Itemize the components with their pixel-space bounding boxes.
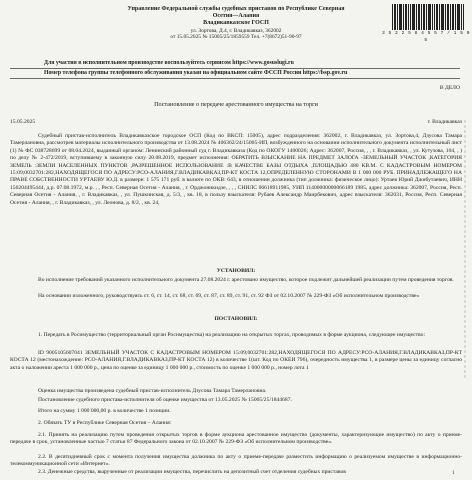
- header-line-1: Управление Федеральной службы судебных приставов по Республике Северная: [127, 6, 345, 12]
- header-phones: от 15.05.2025 № 15005/25/1859559 Тел. +7(8672)51-90-97: [170, 34, 302, 40]
- barcode-number: 3 5 2 2 5 8 4 5 5 7 / 1 5 0 5: [382, 31, 470, 44]
- paragraph-2-2: 2.2. В десятидневный срок с момента получения имущества должника по акту о приеме-передаче разместить информацию о реализуемом имуществе в информационно-телекоммуникационной сети «Интернет».: [10, 454, 462, 468]
- barcode-icon: [392, 4, 464, 30]
- recipient: В ДЕЛО: [439, 85, 460, 91]
- document-date: 15.05.2025: [10, 119, 36, 125]
- paragraph-2-3: 2.3. Денежные средства, вырученные от реализации имущества, перечислить на депозитный счет отделения судебных приставов: [38, 469, 346, 475]
- paragraph-valuation: Оценка имущества произведена судебный пристав-исполнитель Дзусова Тамара Тамерлановна.: [38, 388, 267, 394]
- paragraph-preamble: Судебный пристав-исполнитель Владикавказское городское ОСП (Код по ВКСП: 15005), адрес подразделения: 362002, г. Владикавказ, ул. Зортова,4, Дзусова Тамара Тамерлановна, рассмотрев материалы исполнительного производства от 13.08.2024 № 406362/24/15005-ИП, возбужденного на основании исполнительного документа исполнительный лист (1) № ФС 038728699 от 08.04.2024, выданный органом: Ленинский районный суд г. Владикавказа (Код по ОКОГУ 1400026; Адрес: 362007, Россия, , , г. Владикавказ, , ул. Кутузова, 104, , ) по делу № 2-472/2019, вступившему в законную силу 20.08.2019, предмет исполнения: ОБРАТИТЬ ВЗЫСКАНИЕ НА ПРЕДМЕТ ЗАЛОГА -ЗЕМЕЛЬНЫЙ УЧАСТОК ,КАТЕГОРИЯ ЗЕМЕЛЬ :ЗЕМЛИ НАСЕЛЕННЫХ ПУНКТОВ ,РАЗРЕШЕННОЕ ИСПОЛЬЗОВАНИЕ :В КАЧЕСТВЕ БАЗЫ ОТДЫХА ,ПЛОЩАДЬЮ 480 КВ.М. С КАДАСТРОВЫМ НОМЕРОМ 15:09;0032701:282,НАХОДЯЩЕГОСЯ ПО АДРЕСУ:РСО-АЛАНИЯ,Г.ВЛАДИКАВКАЗ,ПР-КТ КОСТА 12,ОПРЕДЕЛЕННУЮ СТОРОНАМИ В 1 000 000 РУБ. ПРИНАДЛЕЖАЩЕГО НА ПРАВЕ СОБСТВЕННОСТИ УРТАЕВУ Ю.Д. в размере: 1 575 171 руб. в валюте по ОКВ: 643, в отношении должника (тип должника: физическое лицо): Уртаев Юрий Джибутаевич, ИНН 150204495444, д.р. 07.08.1972, м.р. , , Респ. Северная Осетия - Алания, , г. Орджоникидзе, , , , СНИЛС 06618911985, УИП 11400000000066189 1985, адрес должника: 362007, Россия, Респ. Северная Осетия - Алания, , г. Владикавказ, , ул. Пушкинская, д. 5/3, , кв. 18, в пользу взыскателя: Рубаев Александр Маирбекович, адрес взыскателя: 362031, Россия, Респ. Северная Осетия - Алания, , г. Владикавказ, , ул. Леонова, д. 8/2, , кв. 24,: [10, 133, 462, 206]
- header-line-2: Осетия—Алания: [212, 13, 260, 19]
- paragraph-valuation-resolution: Постановление судебного пристава-исполнителя об оценке имущества от 13.05.2025 № 15005/25/1844687.: [38, 397, 292, 403]
- paragraph-total: Итого на сумму 1 000 000,00 р. в количестве 1 позиции.: [38, 408, 171, 414]
- document-city: г. Владикавказ: [427, 119, 462, 125]
- heading-established: УСТАНОВИЛ:: [216, 268, 256, 274]
- margin-stamp-icon: [460, 120, 470, 380]
- header-divider-1: [10, 68, 460, 69]
- paragraph-property: ID 9005105607041 ЗЕМЕЛЬНЫЙ УЧАСТОК С КАДАСТРОВЫМ НОМЕРОМ 15:09;0032701:282,НАХОДЯЩЕГОСЯ ПО АДРЕСУ:РСО-АЛАНИЯ,Г.ВЛАДИКАВКАЗ,ПР-КТ КОСТА 12 (местонахождение: РСО-АЛАНИЯ,Г.ВЛАДИКАВКАЗ,ПР-КТ КОСТА 12) в количестве 1(шт. Код по ОКЕИ 796), очередность имущества 1, в размере цены за единицу согласно акта о наложении ареста 1 000 000 р., цена по оценке за единицу 1 000 000 р., стоимость по оценке 1 000 000 р., номер лота 1: [10, 350, 462, 371]
- page-number: 1: [452, 471, 455, 476]
- paragraph-2-1: 2.1. Принять на реализацию путем проведения открытых торгов в форме аукциона арестованное имущество (документы, характеризующие имущество) по акту о приеме-передаче в срок, установленные частью 7 статьи 87 Федерального закона от 02.10.2007 № 229-ФЗ «Об исполнительном производстве».: [10, 432, 462, 446]
- paragraph-grounds: На основании изложенного, руководствуясь ст. 6, ст. 14, ст. 68, ст. 69, ст. 87, ст. 89, ст. 91, ст. 92 ФЗ от 02.10.2007 № 229-ФЗ «Об исполнительном производстве»: [38, 293, 420, 299]
- paragraph-transfer: 1. Передать в Росимущество (территориальный орган Росимущества) на реализацию на открытых торгах, проводимых в форме аукциона, следующее имущество:: [38, 332, 426, 338]
- paragraph-arrest: Во исполнение требований указанного исполнительного документа 27.08.2024 г. арестовано имущество, которое подлежит дальнейшей реализации путем проведения торгов.: [38, 277, 454, 283]
- header-line-3: Владикавказское ГОСП: [203, 20, 269, 26]
- notice-phone-group: Номер телефона группы телефонного обслуживания указан на официальном сайте ФССП России https://fssp.gov.ru: [44, 70, 348, 76]
- header-divider-2: [10, 78, 460, 79]
- heading-resolved: ПОСТАНОВИЛ:: [214, 316, 258, 322]
- document-title: Постановление о передаче арестованного имущества на торги: [154, 101, 318, 108]
- notice-online-service: Для участия в исполнительном производстве воспользуйтесь сервисом https://www.gosuslugi.ru: [44, 60, 294, 66]
- paragraph-obligation: 2. Обязать ТУ в Республике Северная Осетия – Алания:: [38, 420, 172, 426]
- header-address: ул. Зортова, Д.4, г. Владикавказ, 362002: [190, 28, 282, 34]
